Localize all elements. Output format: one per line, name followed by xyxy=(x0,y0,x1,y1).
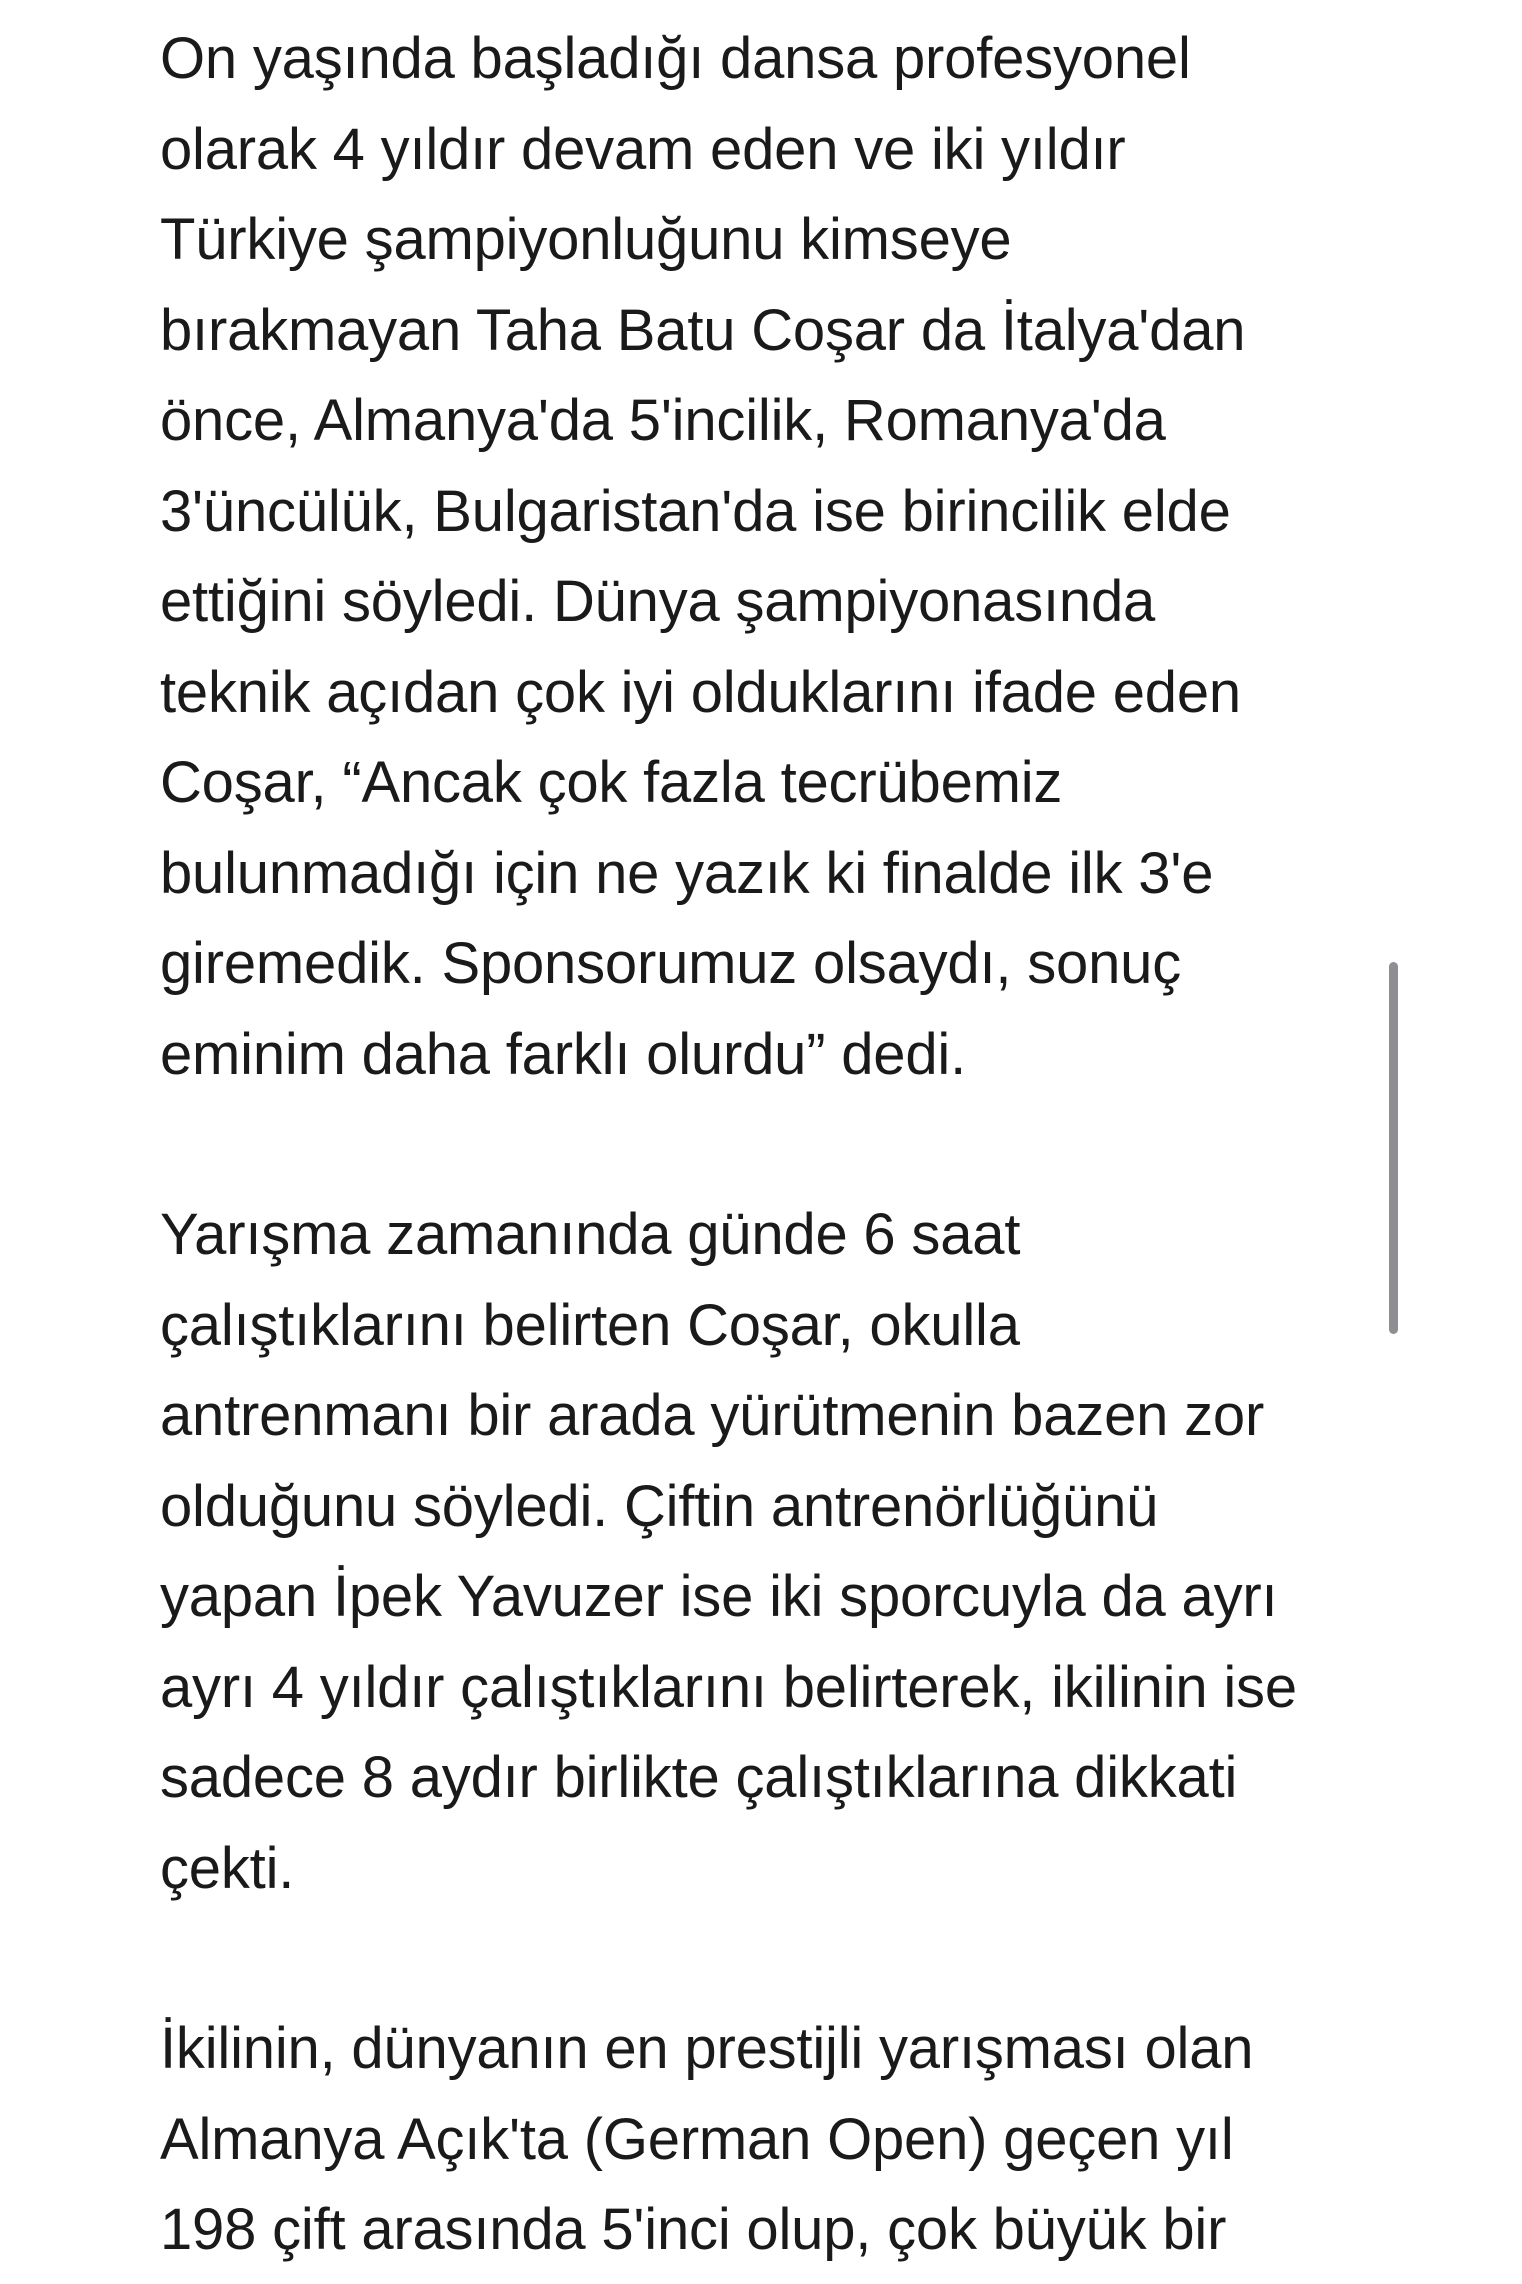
article-body xyxy=(160,14,1350,2284)
article-paragraph-3: İkilinin, dünyanın en prestijli yarışması olan Almanya Açık'ta (German Open) geçen yıl 198 çift arasında 5'inci olup, çok büyük bir xyxy=(160,2016,1254,2262)
article-paragraph-2: Yarışma zamanında günde 6 saat çalıştıklarını belirten Coşar, okulla antrenmanı bir arada yürütmenin bazen zor olduğunu söyledi. Çiftin antrenörlüğünü yapan İpek Yavuzer ise iki sporcuyla da ayrı ayrı 4 yıldır çalıştıklarını belirterek, ikilinin ise sadece 8 aydır birlikte çalıştıklarına dikkati çekti. xyxy=(160,1202,1297,1901)
article-paragraph-1: On yaşında başladığı dansa profesyonel olarak 4 yıldır devam eden ve iki yıldır Türkiye şampiyonluğunu kimseye bırakmayan Taha Batu Coşar da İtalya'dan önce, Almanya'da 5'incilik, Romanya'da 3'üncülük, Bulgaristan'da ise birincilik elde ettiğini söyledi. Dünya şampiyonasında teknik açıdan çok iyi olduklarını ifade eden Coşar, “Ancak çok fazla tecrübemiz bulunmadığı için ne yazık ki finalde ilk 3'e giremedik. Sponsorumuz olsaydı, sonuç eminim daha farklı olurdu” dedi. xyxy=(160,26,1246,1087)
vertical-scrollbar-thumb[interactable] xyxy=(1389,962,1398,1334)
